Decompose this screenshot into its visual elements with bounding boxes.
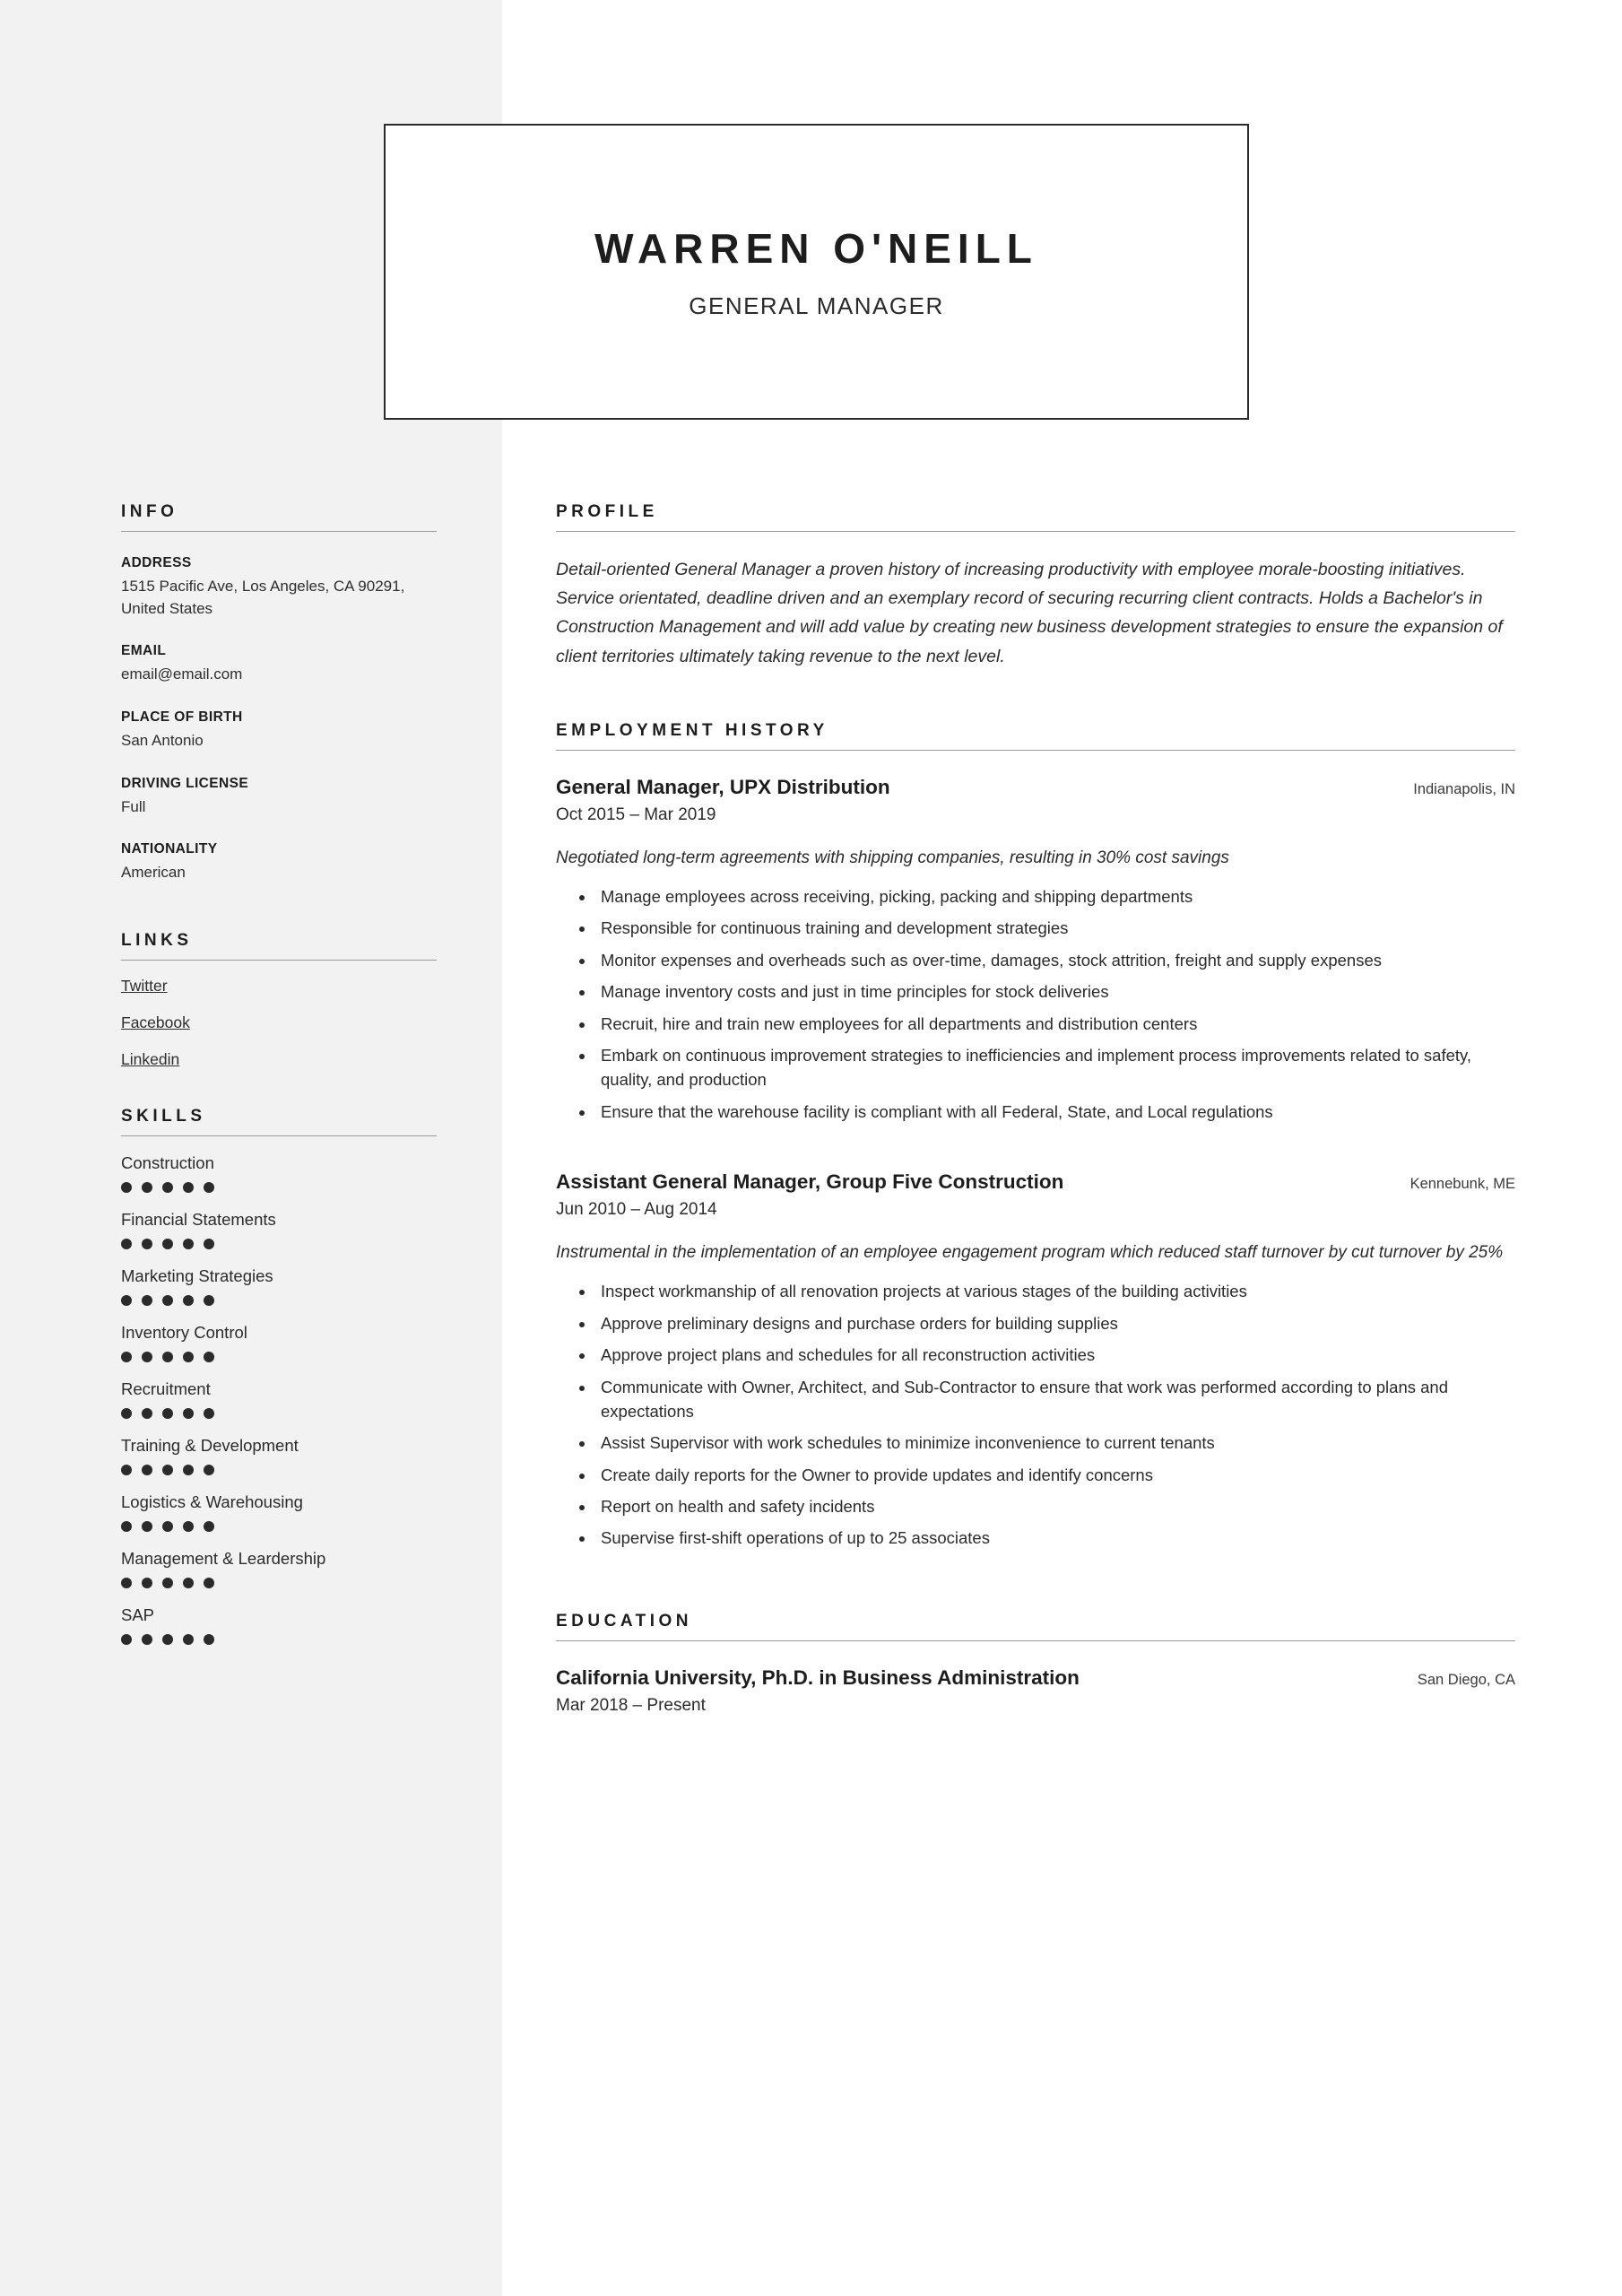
skill-rating (121, 1634, 437, 1645)
header-box (384, 124, 1249, 420)
skill-name: Recruitment (121, 1379, 211, 1399)
rating-dot (121, 1352, 132, 1362)
rating-dot (162, 1352, 173, 1362)
spacer (556, 1558, 1515, 1612)
spacer (556, 671, 1515, 721)
link-facebook[interactable]: Facebook (121, 1013, 190, 1031)
rating-dot (121, 1634, 132, 1645)
rating-dot (183, 1634, 194, 1645)
skill-name: Marketing Strategies (121, 1265, 273, 1285)
skill-item (121, 1548, 437, 1588)
job-header (556, 1170, 1515, 1194)
skill-rating (121, 1465, 437, 1475)
rating-dot (142, 1182, 152, 1193)
skills-heading: SKILLS (121, 1106, 206, 1126)
rating-dot (204, 1408, 214, 1419)
skill-rating (121, 1408, 437, 1419)
employment-divider (556, 750, 1515, 751)
skill-item (121, 1322, 437, 1362)
rating-dot (162, 1295, 173, 1306)
job-bullet: • Approve preliminary designs and purchase orders for building supplies (595, 1311, 1515, 1335)
main-column (556, 502, 1515, 1716)
education-entry (556, 1666, 1515, 1716)
links-divider (121, 960, 437, 961)
job-dates: Oct 2015 – Mar 2019 (556, 804, 716, 824)
rating-dot (142, 1634, 152, 1645)
skill-rating (121, 1352, 437, 1362)
rating-dot (121, 1521, 132, 1532)
info-item-email (121, 643, 437, 686)
jobs-list (556, 776, 1515, 1551)
info-value: email@email.com (121, 665, 243, 683)
rating-dot (204, 1239, 214, 1249)
rating-dot (204, 1465, 214, 1475)
job-bullet: • Manage employees across receiving, picking, packing and shipping departments (595, 884, 1515, 909)
employment-heading: EMPLOYMENT HISTORY (556, 720, 828, 740)
info-section (121, 502, 437, 884)
skill-name: Construction (121, 1152, 214, 1172)
job-bullet: • Approve project plans and schedules for all reconstruction activities (595, 1343, 1515, 1367)
page-title: WARREN O'NEILL (594, 224, 1038, 272)
info-item-driving-license (121, 776, 437, 819)
info-label: PLACE OF BIRTH (121, 709, 243, 725)
sidebar (121, 502, 437, 1645)
skill-rating (121, 1521, 437, 1532)
job-bullet: • Recruit, hire and train new employees for all departments and distribution centers (595, 1012, 1515, 1036)
skill-name: Management & Leardership (121, 1549, 326, 1569)
links-list (121, 977, 437, 1069)
link-linkedin[interactable]: Linkedin (121, 1049, 180, 1068)
info-label: EMAIL (121, 643, 167, 659)
rating-dot (183, 1521, 194, 1532)
skill-item (121, 1152, 437, 1193)
job-location: Indianapolis, IN (1413, 780, 1515, 797)
header-subtitle: GENERAL MANAGER (689, 291, 944, 319)
education-section (556, 1612, 1515, 1716)
job-bullet: • Ensure that the warehouse facility is compliant with all Federal, State, and Local regulations (595, 1100, 1515, 1124)
info-item-place-of-birth (121, 709, 437, 752)
job-bullet: • Inspect workmanship of all renovation projects at various stages of the building activities (595, 1279, 1515, 1303)
rating-dot (204, 1634, 214, 1645)
info-value: Full (121, 797, 146, 815)
education-heading: EDUCATION (556, 1611, 693, 1631)
job-bullets (556, 1279, 1515, 1550)
rating-dot (183, 1239, 194, 1249)
profile-text: Detail-oriented General Manager a proven history of increasing productivity with employee morale-boosting initiatives. Service orientated, deadline driven and an exemplary record of securing recurring client contracts. Holds a Bachelor's in Construction Management and will add value by creating new business development strategies to ensure the expansion of client territories ultimately taking revenue to the next level. (556, 560, 1503, 666)
profile-heading: PROFILE (556, 502, 658, 521)
rating-dot (183, 1352, 194, 1362)
rating-dot (204, 1295, 214, 1306)
education-header (556, 1666, 1515, 1690)
rating-dot (183, 1295, 194, 1306)
rating-dot (121, 1465, 132, 1475)
job-entry (556, 776, 1515, 1124)
rating-dot (121, 1578, 132, 1588)
job-bullet: • Communicate with Owner, Architect, and Sub-Contractor to ensure that work was performed according to plans and expectations (595, 1375, 1515, 1424)
skill-name: Financial Statements (121, 1209, 276, 1229)
info-heading: INFO (121, 502, 178, 521)
job-bullet: • Report on health and safety incidents (595, 1494, 1515, 1518)
skill-item (121, 1492, 437, 1532)
education-location: San Diego, CA (1417, 1671, 1515, 1688)
rating-dot (121, 1295, 132, 1306)
profile-section (556, 502, 1515, 671)
rating-dot (121, 1182, 132, 1193)
rating-dot (162, 1521, 173, 1532)
rating-dot (142, 1465, 152, 1475)
link-twitter[interactable]: Twitter (121, 976, 168, 995)
links-section (121, 931, 437, 1069)
skill-rating (121, 1182, 437, 1193)
skill-rating (121, 1295, 437, 1306)
info-item-address (121, 555, 437, 620)
education-title: California University, Ph.D. in Business Administration (556, 1665, 1080, 1689)
skill-item (121, 1378, 437, 1419)
rating-dot (204, 1182, 214, 1193)
skill-rating (121, 1578, 437, 1588)
skills-section (121, 1107, 437, 1645)
job-bullets (556, 884, 1515, 1124)
info-label: ADDRESS (121, 555, 192, 570)
job-bullet: • Create daily reports for the Owner to provide updates and identify concerns (595, 1463, 1515, 1487)
skill-name: Training & Development (121, 1436, 299, 1456)
rating-dot (142, 1295, 152, 1306)
job-header (556, 776, 1515, 799)
links-heading: LINKS (121, 930, 193, 950)
rating-dot (162, 1578, 173, 1588)
info-label: DRIVING LICENSE (121, 775, 249, 791)
job-bullet: • Monitor expenses and overheads such as over-time, damages, stock attrition, freight and supply expenses (595, 948, 1515, 972)
job-entry (556, 1170, 1515, 1551)
rating-dot (121, 1239, 132, 1249)
job-location: Kennebunk, ME (1409, 1176, 1515, 1193)
job-title: Assistant General Manager, Group Five Construction (556, 1170, 1064, 1194)
rating-dot (121, 1408, 132, 1419)
education-list (556, 1666, 1515, 1716)
job-dates: Jun 2010 – Aug 2014 (556, 1200, 717, 1220)
rating-dot (204, 1521, 214, 1532)
info-value: American (121, 864, 186, 882)
education-divider (556, 1640, 1515, 1641)
job-bullet: • Manage inventory costs and just in time principles for stock deliveries (595, 979, 1515, 1004)
info-label: NATIONALITY (121, 841, 218, 857)
rating-dot (142, 1578, 152, 1588)
skill-item (121, 1209, 437, 1249)
skill-item (121, 1265, 437, 1306)
info-value: San Antonio (121, 731, 204, 749)
rating-dot (142, 1239, 152, 1249)
skills-list (121, 1152, 437, 1645)
job-summary: Negotiated long-term agreements with shipping companies, resulting in 30% cost savings (556, 848, 1229, 867)
job-bullet: • Supervise first-shift operations of up to 25 associates (595, 1526, 1515, 1550)
rating-dot (162, 1408, 173, 1419)
skill-name: SAP (121, 1605, 155, 1625)
info-value: 1515 Pacific Ave, Los Angeles, CA 90291, United States (121, 578, 405, 617)
info-item-nationality (121, 841, 437, 884)
job-summary: Instrumental in the implementation of an employee engagement program which reduced staff turnover by cut turnover by 25% (556, 1243, 1504, 1263)
education-dates: Mar 2018 – Present (556, 1695, 706, 1715)
skill-rating (121, 1239, 437, 1249)
profile-divider (556, 531, 1515, 532)
rating-dot (204, 1352, 214, 1362)
job-title: General Manager, UPX Distribution (556, 775, 890, 798)
rating-dot (162, 1239, 173, 1249)
skill-item (121, 1605, 437, 1645)
rating-dot (142, 1408, 152, 1419)
rating-dot (162, 1465, 173, 1475)
skill-name: Logistics & Warehousing (121, 1492, 303, 1512)
rating-dot (204, 1578, 214, 1588)
rating-dot (183, 1465, 194, 1475)
skill-name: Inventory Control (121, 1322, 247, 1342)
rating-dot (183, 1408, 194, 1419)
rating-dot (162, 1634, 173, 1645)
rating-dot (183, 1578, 194, 1588)
rating-dot (183, 1182, 194, 1193)
rating-dot (142, 1352, 152, 1362)
job-bullet: • Embark on continuous improvement strategies to inefficiencies and implement process improvements related to safety, quality, and production (595, 1043, 1515, 1092)
skill-item (121, 1435, 437, 1475)
info-divider (121, 531, 437, 532)
job-bullet: • Assist Supervisor with work schedules to minimize inconvenience to current tenants (595, 1431, 1515, 1455)
employment-section (556, 721, 1515, 1551)
rating-dot (162, 1182, 173, 1193)
rating-dot (142, 1521, 152, 1532)
job-bullet: • Responsible for continuous training and development strategies (595, 916, 1515, 940)
skills-divider (121, 1135, 437, 1136)
